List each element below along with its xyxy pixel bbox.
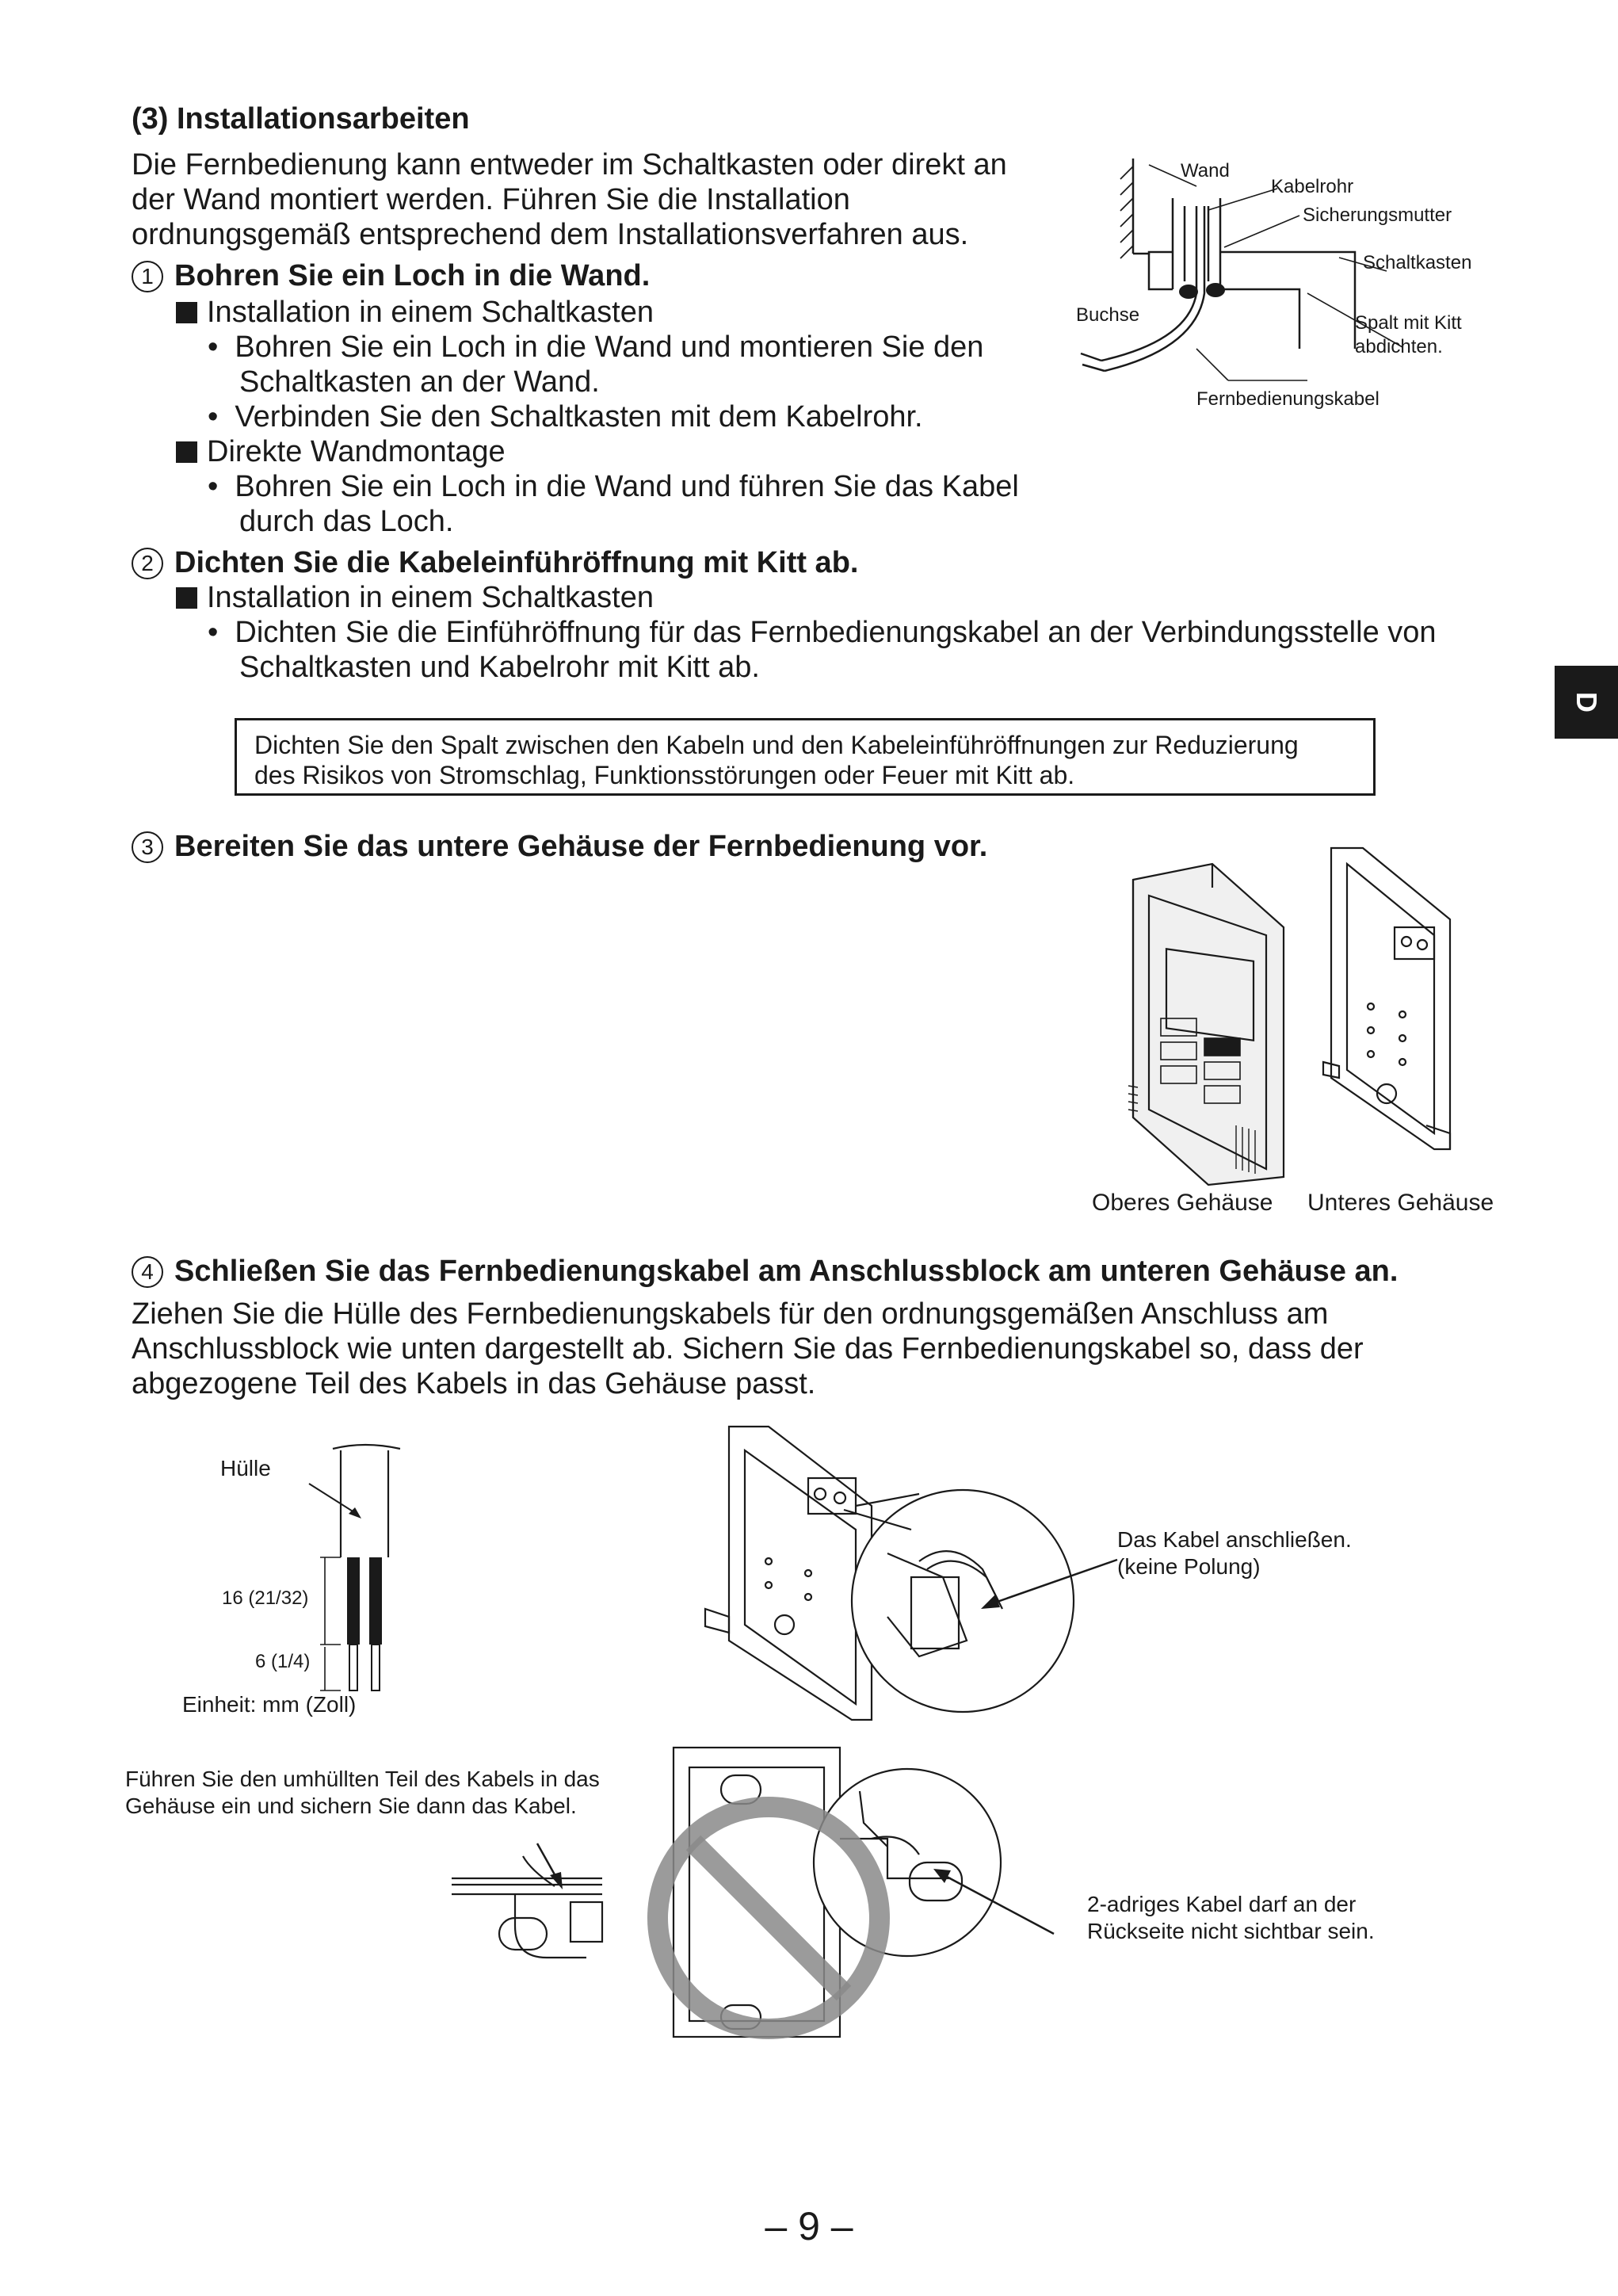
step4-body-3: abgezogene Teil des Kabels in das Gehäuse passt. [132,1367,816,1400]
step2-bullet-line2: Schaltkasten und Kabelrohr mit Kitt ab. [239,651,760,684]
label-spalt-2: abdichten. [1355,336,1443,357]
step4-body-2: Anschlussblock wie unten dargestellt ab. Sichern Sie das Fernbedienungskabel so, dass der [132,1332,1364,1366]
label-back-1: 2-adriges Kabel darf an der [1087,1892,1357,1916]
step1-bullet1-line1: • Bohren Sie ein Loch in die Wand und montieren Sie den [208,330,984,364]
step1-sub1: Installation in einem Schaltkasten [176,295,654,330]
step1-bullet2: • Verbinden Sie den Schaltkasten mit dem Kabelrohr. [208,400,923,434]
warning-line-2: des Risikos von Stromschlag, Funktionsstörungen oder Feuer mit Kitt ab. [254,761,1075,789]
intro-line-1: Die Fernbedienung kann entweder im Schaltkasten oder direkt an [132,148,1007,181]
label-connect-2: (keine Polung) [1117,1554,1261,1579]
label-back-2: Rückseite nicht sichtbar sein. [1087,1919,1375,1943]
label-wand: Wand [1181,160,1230,181]
square-bullet-icon [176,587,197,609]
section-heading: (3) Installationsarbeiten [132,102,470,136]
step2-sub1: Installation in einem Schaltkasten [176,580,654,615]
page-number: – 9 – [765,2204,853,2248]
intro-line-2: der Wand montiert werden. Führen Sie die Installation [132,183,850,216]
label-connect-1: Das Kabel anschließen. [1117,1527,1352,1552]
label-dim-16: 16 (21/32) [222,1587,309,1609]
cable-strip-diagram [309,1435,420,1696]
connect-arrow [975,1553,1133,1617]
prohibited-diagram [634,1744,1078,2045]
upper-housing-illustration [1125,856,1299,1189]
warning-box [235,718,1376,796]
step4-title: 4 Schließen Sie das Fernbedienungskabel am Anschlussblock am unteren Gehäuse an. [132,1254,1398,1289]
lower-housing-illustration [1315,840,1466,1157]
square-bullet-icon [176,441,197,463]
label-schaltkasten: Schaltkasten [1363,252,1472,273]
insert-detail-illustration [444,1855,610,1966]
intro-line-3: ordnungsgemäß entsprechend dem Installationsverfahren aus. [132,218,969,251]
language-tab: D [1555,666,1618,739]
step3-number: 3 [132,831,163,863]
label-spalt-1: Spalt mit Kitt [1355,312,1462,334]
step1-title: 1 Bohren Sie ein Loch in die Wand. [132,258,650,293]
step2-title: 2 Dichten Sie die Kabeleinführöffnung mit Kitt ab. [132,545,858,580]
label-unit: Einheit: mm (Zoll) [182,1692,357,1717]
label-buchse: Buchse [1076,304,1140,326]
label-upper-housing: Oberes Gehäuse [1092,1190,1273,1216]
step1-bullet3-line1: • Bohren Sie ein Loch in die Wand und führen Sie das Kabel [208,470,1019,503]
label-kabelrohr: Kabelrohr [1271,176,1354,197]
huelle-arrow [309,1482,372,1530]
step2-bullet-line1: • Dichten Sie die Einführöffnung für das Fernbedienungskabel an der Verbindungsstelle von [208,616,1437,649]
step1-sub2: Direkte Wandmontage [176,434,506,469]
step1-bullet1-line2: Schaltkasten an der Wand. [239,365,600,399]
label-insert-1: Führen Sie den umhüllten Teil des Kabels in das [125,1767,600,1791]
step1-bullet3-line2: durch das Loch. [239,505,454,538]
step3-title: 3 Bereiten Sie das untere Gehäuse der Fernbedienung vor. [132,829,987,864]
step4-number: 4 [132,1256,163,1288]
label-dim-6: 6 (1/4) [255,1651,311,1672]
label-sicherungsmutter: Sicherungsmutter [1303,204,1452,226]
step4-body-1: Ziehen Sie die Hülle des Fernbedienungskabels für den ordnungsgemäßen Anschluss am [132,1297,1329,1331]
label-insert-2: Gehäuse ein und sichern Sie dann das Kabel. [125,1794,577,1818]
step1-number: 1 [132,261,163,292]
label-fernbedienungskabel: Fernbedienungskabel [1196,388,1379,410]
label-lower-housing: Unteres Gehäuse [1307,1190,1494,1216]
square-bullet-icon [176,302,197,323]
warning-line-1: Dichten Sie den Spalt zwischen den Kabeln und den Kabeleinführöffnungen zur Reduzierung [254,731,1299,759]
step2-number: 2 [132,548,163,579]
label-huelle: Hülle [220,1456,271,1480]
